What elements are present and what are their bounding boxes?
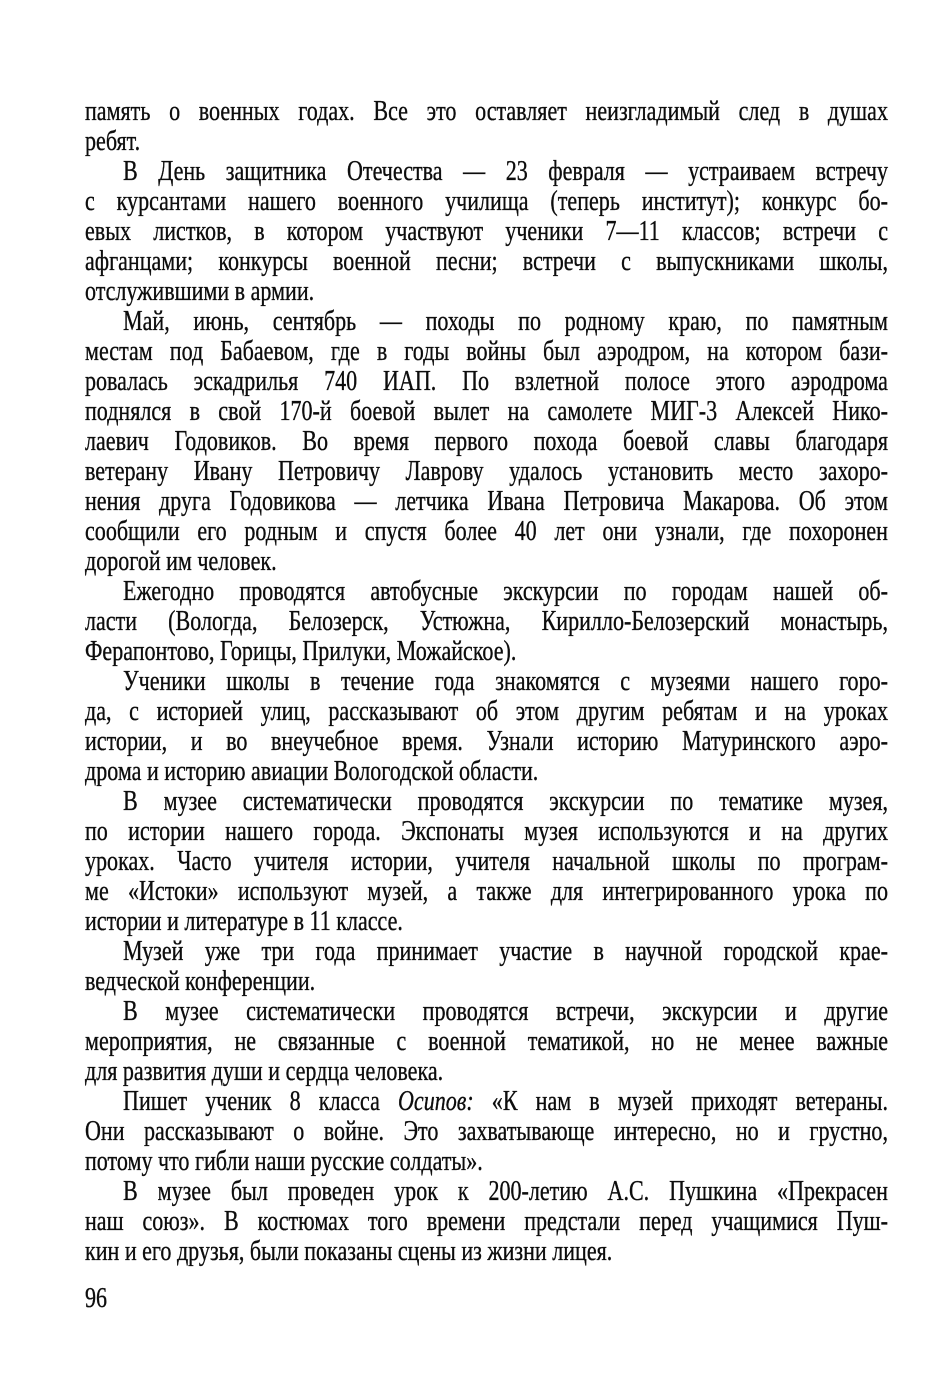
text-line: лаевич Годовиков. Во время первого похода боевой славы благодаря xyxy=(85,425,888,457)
text-line xyxy=(85,1086,888,1116)
text-line: истории и литературе в 11 классе. xyxy=(85,905,403,937)
text-line: кин и его друзья, были показаны сцены из жизни лицея. xyxy=(85,1235,613,1267)
text-line: В музее систематически проводятся встречи, экскурсии и другие xyxy=(123,995,888,1027)
text-line: ровалась эскадрилья 740 ИАП. По взлетной полосе этого аэродрома xyxy=(85,365,888,397)
text-line: потому что гибли наши русские солдаты». xyxy=(85,1145,483,1177)
text-line: ведческой конференции. xyxy=(85,965,316,997)
text-line: дорогой им человек. xyxy=(85,545,277,577)
student-name-italic: Осипов: xyxy=(397,1085,474,1117)
text-line: мероприятия, не связанные с военной тематикой, но не менее важные xyxy=(85,1025,888,1057)
text-line: дрома и историю авиации Вологодской области. xyxy=(85,755,539,787)
page-number: 96 xyxy=(85,1282,108,1314)
text-line: ме «Истоки» используют музей, а также для интегрированного урока по xyxy=(85,875,888,907)
text-line: нения друга Годовикова — летчика Ивана Петровича Макарова. Об этом xyxy=(85,485,888,517)
text-line: память о военных годах. Все это оставляет неизгладимый след в душах xyxy=(85,95,888,127)
text-segment: «К нам в музей приходят ветераны. xyxy=(473,1085,888,1117)
text-line: местам под Бабаевом, где в годы войны был аэродром, на котором бази- xyxy=(85,335,888,367)
text-line: евых листков, в котором участвуют ученики 7—11 классов; встречи с xyxy=(85,215,888,247)
text-segment: Пишет ученик 8 класса xyxy=(123,1085,398,1117)
text-line: Май, июнь, сентябрь — походы по родному краю, по памятным xyxy=(123,305,888,337)
text-line: отслужившими в армии. xyxy=(85,275,315,307)
text-line: с курсантами нашего военного училища (теперь институт); конкурс бо- xyxy=(85,185,888,217)
text-line: В музее систематически проводятся экскурсии по тематике музея, xyxy=(123,785,888,817)
text-line: наш союз». В костюмах того времени предстали перед учащимися Пуш- xyxy=(85,1205,888,1237)
text-line: Они рассказывают о войне. Это захватывающе интересно, но и грустно, xyxy=(85,1115,888,1147)
text-line: Музей уже три года принимает участие в научной городской крае- xyxy=(123,935,888,967)
text-line: ласти (Вологда, Белозерск, Устюжна, Кирилло-Белозерский монастырь, xyxy=(85,605,888,637)
text-line: Ферапонтово, Горицы, Прилуки, Можайское). xyxy=(85,635,517,667)
text-line: В День защитника Отечества — 23 февраля — устраиваем встречу xyxy=(123,155,888,187)
text-line: сообщили его родным и спустя более 40 лет они узнали, где похоронен xyxy=(85,515,888,547)
text-line: уроках. Часто учителя истории, учителя начальной школы по програм- xyxy=(85,845,888,877)
text-line: по истории нашего города. Экспонаты музея используются и на других xyxy=(85,815,888,847)
text-line: для развития души и сердца человека. xyxy=(85,1055,444,1087)
text-line: истории, и во внеучебное время. Узнали историю Матуринского аэро- xyxy=(85,725,888,757)
text-line: афганцами; конкурсы военной песни; встречи с выпускниками школы, xyxy=(85,245,888,277)
text-line: ветерану Ивану Петровичу Лаврову удалось установить место захоро- xyxy=(85,455,888,487)
text-line: да, с историей улиц, рассказывают об этом другим ребятам и на уроках xyxy=(85,695,888,727)
text-line: ребят. xyxy=(85,125,141,157)
text-line: Ученики школы в течение года знакомятся с музеями нашего горо- xyxy=(123,665,888,697)
page-text-block xyxy=(85,96,888,1266)
text-line: поднялся в свой 170-й боевой вылет на самолете МИГ-3 Алексей Нико- xyxy=(85,395,888,427)
text-line: Ежегодно проводятся автобусные экскурсии по городам нашей об- xyxy=(123,575,888,607)
text-line: В музее был проведен урок к 200-летию А.С. Пушкина «Прекрасен xyxy=(123,1175,888,1207)
